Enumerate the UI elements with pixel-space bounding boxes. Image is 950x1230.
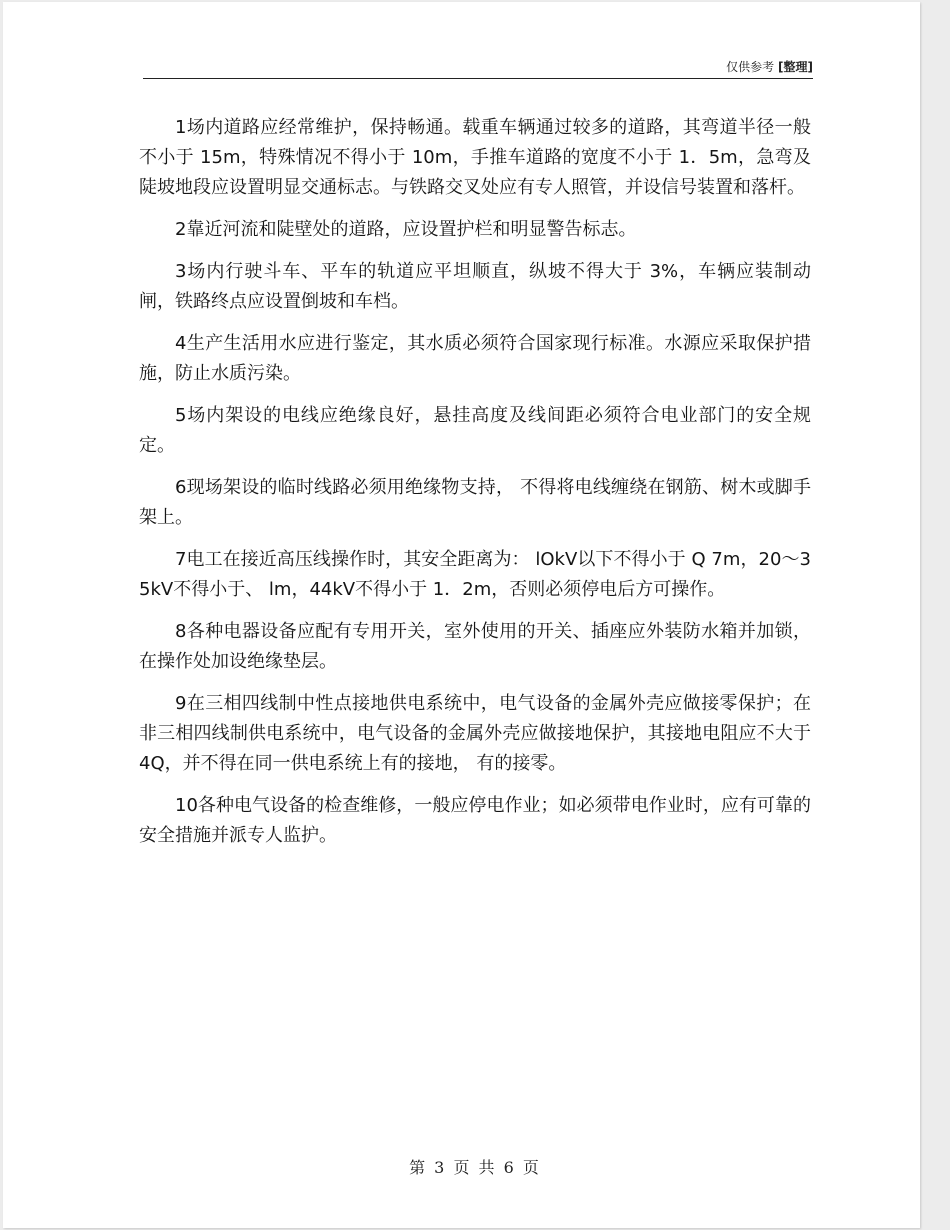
- paragraph-6: 6现场架设的临时线路必须用绝缘物支持， 不得将电线缠绕在钢筋、树木或脚手架上。: [139, 477, 811, 528]
- page-header: [143, 56, 813, 79]
- document-body: [139, 113, 811, 863]
- header-label: 仅供参考: [726, 60, 775, 74]
- paragraph-3: 3场内行驶斗车、平车的轨道应平坦顺直，纵坡不得大于 3%，车辆应装制动闸，铁路终点应设置倒坡和车档。: [139, 261, 811, 312]
- paragraph-4: 4生产生活用水应进行鉴定，其水质必须符合国家现行标准。水源应采取保护措施，防止水质污染。: [139, 333, 811, 384]
- paragraph-8: 8各种电器设备应配有专用开关，室外使用的开关、插座应外装防水箱并加锁，在操作处加设绝缘垫层。: [139, 621, 811, 672]
- paragraph-9: 9在三相四线制中性点接地供电系统中，电气设备的金属外壳应做接零保护；在非三相四线制供电系统中，电气设备的金属外壳应做接地保护，其接地电阻应不大于 4Q，并不得在同一供电系统上有的接地， 有的接零。: [139, 693, 811, 774]
- paragraph-5: 5场内架设的电线应绝缘良好，悬挂高度及线间距必须符合电业部门的安全规定。: [139, 405, 811, 456]
- paragraph-2: 2靠近河流和陡壁处的道路，应设置护栏和明显警告标志。: [175, 219, 637, 240]
- paragraph-1: 1场内道路应经常维护，保持畅通。载重车辆通过较多的道路，其弯道半径一般不小于 15m，特殊情况不得小于 10m，手推车道路的宽度不小于 1．5m，急弯及陡坡地段应设置明显交通标志。与铁路交叉处应有专人照管，并设信号装置和落杆。: [139, 117, 811, 198]
- page-number: 第 3 页 共 6 页: [409, 1158, 541, 1177]
- header-tag: [整理]: [778, 60, 813, 74]
- paragraph-7: 7电工在接近高压线操作时，其安全距离为： lOkV以下不得小于 Q 7m，20～35kV不得小于、 lm，44kV不得小于 1．2m，否则必须停电后方可操作。: [139, 549, 812, 600]
- header-note: [726, 58, 813, 75]
- paragraph-10: 10各种电气设备的检查维修，一般应停电作业；如必须带电作业时，应有可靠的安全措施并派专人监护。: [139, 795, 811, 846]
